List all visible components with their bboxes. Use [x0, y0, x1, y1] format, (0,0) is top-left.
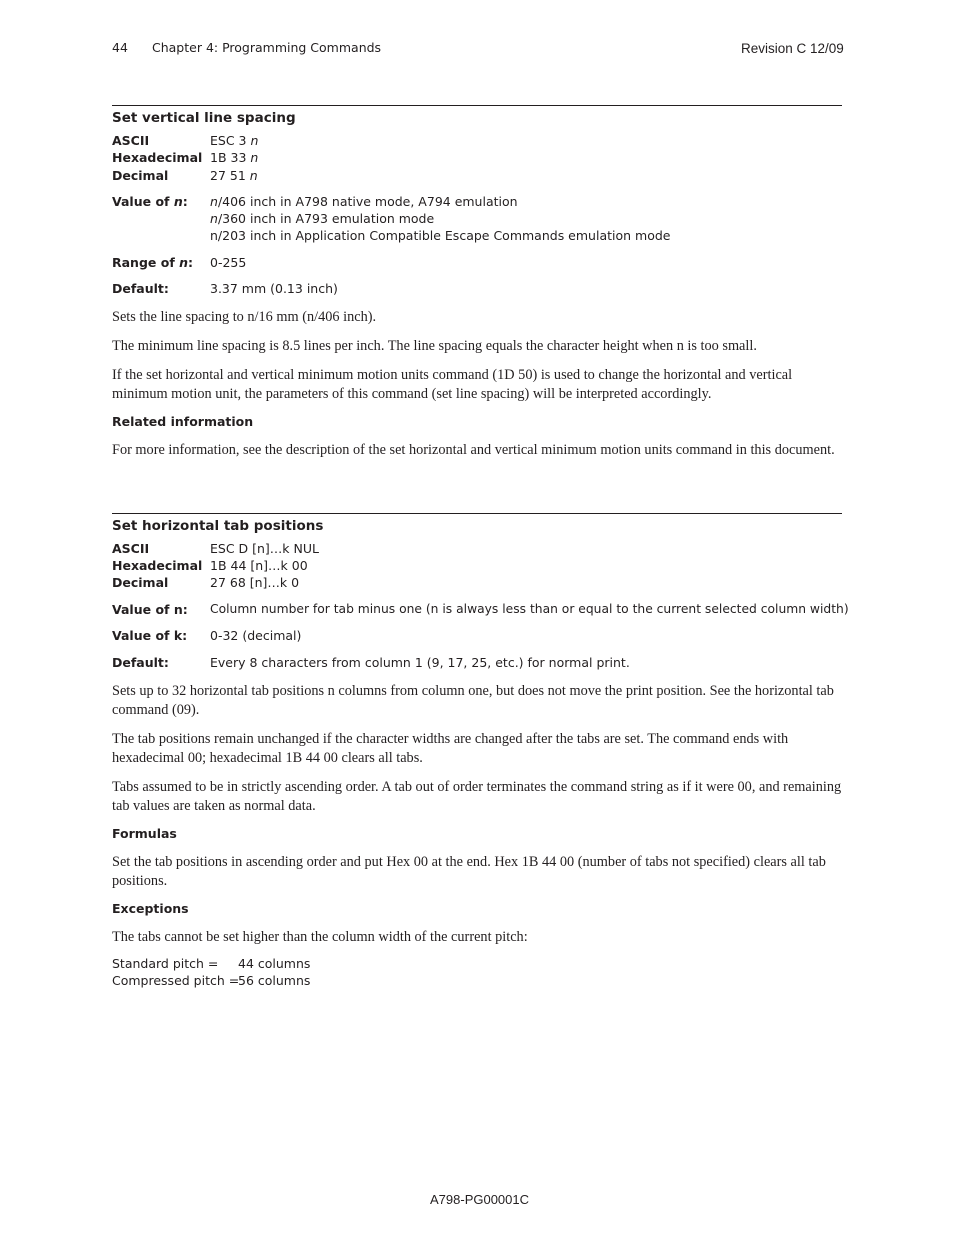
- ascii-value: ESC 3 n: [210, 133, 259, 148]
- pitch-table: [112, 955, 311, 989]
- pitch-value: 44 columns: [238, 956, 311, 971]
- value-n-text: n/406 inch in A798 native mode, A794 emulation n/360 inch in A793 emulation mode n/203 inch in Application Compatible Escape Commands emulation mode: [210, 194, 671, 243]
- value-n-label: Value of n:: [112, 194, 188, 209]
- pitch-row-compressed: [112, 972, 311, 989]
- section-divider: [112, 513, 842, 514]
- paragraph-tab-positions: Sets up to 32 horizontal tab positions n columns from column one, but does not move the print position. See the horizontal tab command (09).: [112, 683, 834, 718]
- default-value: 3.37 mm (0.13 inch): [210, 281, 338, 296]
- value-n-label: Value of n:: [112, 602, 188, 617]
- hex-value: 1B 33 n: [210, 150, 259, 165]
- pitch-row-standard: [112, 955, 311, 972]
- exceptions-text: The tabs cannot be set higher than the column width of the current pitch:: [112, 929, 528, 945]
- exceptions-heading: Exceptions: [112, 901, 189, 916]
- pitch-label: Compressed pitch =: [112, 973, 240, 988]
- hex-label: Hexadecimal: [112, 150, 203, 165]
- paragraph-line-spacing: Sets the line spacing to n/16 mm (n/406 inch).: [112, 309, 377, 325]
- range-label: Range of n:: [112, 255, 194, 270]
- decimal-value: 27 68 [n]…k 0: [210, 575, 300, 590]
- section-title-horizontal-tab-positions: Set horizontal tab positions: [112, 518, 324, 534]
- chapter-title: Chapter 4: Programming Commands: [152, 40, 382, 55]
- default-value: Every 8 characters from column 1 (9, 17, 25, etc.) for normal print.: [210, 655, 630, 670]
- decimal-label: Decimal: [112, 575, 169, 590]
- revision-label: Revision C 12/09: [741, 41, 844, 56]
- default-label: Default:: [112, 655, 169, 670]
- paragraph-minimum-spacing: The minimum line spacing is 8.5 lines per inch. The line spacing equals the character height when n is too small.: [112, 338, 757, 354]
- value-k-text: 0-32 (decimal): [210, 628, 302, 643]
- page-number: 44: [112, 40, 128, 55]
- pitch-value: 56 columns: [238, 973, 311, 988]
- paragraph-tab-unchanged: The tab positions remain unchanged if the character widths are changed after the tabs are set. The command ends with hexadecimal 00; hexadecimal 1B 44 00 clears all tabs.: [112, 731, 789, 766]
- paragraph-motion-units: If the set horizontal and vertical minimum motion units command (1D 50) is used to change the horizontal and vertical minimum motion unit, the parameters of this command (set line spacing) will be interpreted accordingly.: [112, 367, 793, 402]
- ascii-label: ASCII: [112, 541, 150, 556]
- formulas-text: Set the tab positions in ascending order and put Hex 00 at the end. Hex 1B 44 00 (number of tabs not specified) clears all tab positions.: [112, 854, 826, 889]
- hex-value: 1B 44 [n]…k 00: [210, 558, 308, 573]
- formulas-heading: Formulas: [112, 826, 177, 841]
- hex-label: Hexadecimal: [112, 558, 203, 573]
- value-n-text: Column number for tab minus one (n is always less than or equal to the current selected column width): [210, 602, 849, 616]
- section-divider: [112, 105, 842, 106]
- decimal-label: Decimal: [112, 168, 169, 183]
- value-k-label: Value of k:: [112, 628, 188, 643]
- ascii-label: ASCII: [112, 133, 150, 148]
- section-title-vertical-line-spacing: Set vertical line spacing: [112, 110, 296, 126]
- pitch-label: Standard pitch =: [112, 956, 219, 971]
- range-value: 0-255: [210, 255, 247, 270]
- related-information-text: For more information, see the description of the set horizontal and vertical minimum motion units command in this document.: [112, 442, 835, 458]
- ascii-value: ESC D [n]…k NUL: [210, 541, 319, 556]
- document-id: A798-PG00001C: [430, 1192, 530, 1207]
- related-information-heading: Related information: [112, 414, 254, 429]
- default-label: Default:: [112, 281, 169, 296]
- decimal-value: 27 51 n: [210, 168, 258, 183]
- paragraph-tab-order: Tabs assumed to be in strictly ascending order. A tab out of order terminates the command string as if it were 00, and remaining tab values are taken as normal data.: [112, 779, 842, 814]
